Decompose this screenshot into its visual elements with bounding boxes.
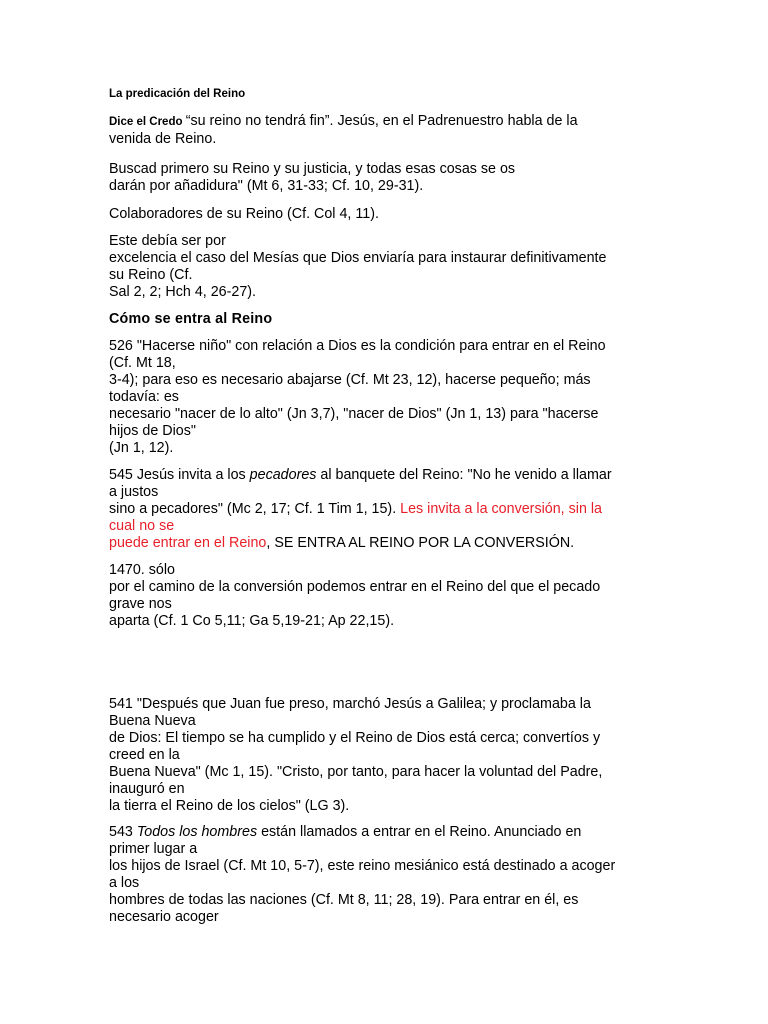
credo-lead: Dice el Credo	[109, 116, 186, 128]
paragraph-mesias: Este debía ser por excelencia el caso del Mesías que Dios enviaría para instaurar definitivamente su Reino (Cf. Sal 2, 2; Hch 4, 26-27).	[109, 233, 607, 300]
paragraph-credo: Dice el Credo “su reino no tendrá fin”. Jesús, en el Padrenuestro habla de la venida de Reino.	[109, 113, 578, 147]
paragraph-543: 543 Todos los hombres están llamados a entrar en el Reino. Anunciado en primer lugar a los hijos de Israel (Cf. Mt 10, 5-7), este reino mesiánico está destinado a acoger a los hombres de todas las naciones (Cf. Mt 8, 11; 28, 19). Para entrar en él, es necesario acoger	[109, 824, 616, 925]
document-title: La predicación del Reino	[109, 88, 246, 100]
paragraph-526: 526 "Hacerse niño" con relación a Dios es la condición para entrar en el Reino (Cf. Mt 18, 3-4); para eso es necesario abajarse (Cf. Mt 23, 12), hacerse pequeño; más todavía: es necesario "nacer de lo alto" (Jn 3,7), "nacer de Dios" (Jn 1, 13) para "hacerse hijos de Dios" (Jn 1, 12).	[109, 338, 606, 456]
paragraph-541: 541 "Después que Juan fue preso, marchó Jesús a Galilea; y proclamaba la Buena Nueva de Dios: El tiempo se ha cumplido y el Reino de Dios está cerca; convertíos y creed en la Buena Nueva" (Mc 1, 15). "Cristo, por tanto, para hacer la voluntad del Padre, inauguró en la tierra el Reino de los cielos" (LG 3).	[109, 696, 603, 814]
paragraph-buscad: Buscad primero su Reino y su justicia, y todas esas cosas se os darán por añadidura" (Mt 6, 31-33; Cf. 10, 29-31).	[109, 161, 516, 194]
paragraph-545: 545 Jesús invita a los pecadores al banquete del Reino: "No he venido a llamar a justos sino a pecadores" (Mc 2, 17; Cf. 1 Tim 1, 15). Les invita a la conversión, sin la cual no se puede entrar en el Reino, SE ENTRA AL REINO POR LA CONVERSIÓN.	[109, 467, 612, 551]
paragraph-1470: 1470. sólo por el camino de la conversión podemos entrar en el Reino del que el pecado grave nos aparta (Cf. 1 Co 5,11; Ga 5,19-21; Ap 22,15).	[109, 562, 601, 629]
paragraph-colaboradores: Colaboradores de su Reino (Cf. Col 4, 11).	[109, 206, 379, 222]
section-heading: Cómo se entra al Reino	[109, 311, 273, 327]
highlight-conversion: Les invita a la conversión, sin la	[400, 501, 602, 517]
